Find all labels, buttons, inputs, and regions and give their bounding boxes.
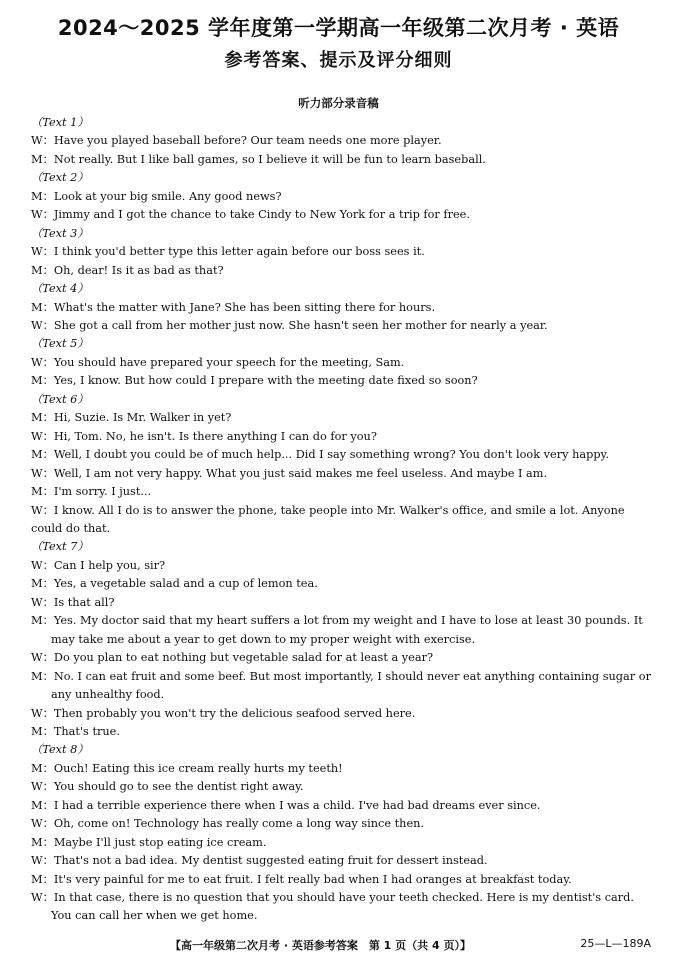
text-section-header: （Text 1） (31, 116, 89, 129)
dialogue-line: M：Look at your big smile. Any good news? (31, 189, 282, 203)
text-section-header: （Text 6） (31, 392, 89, 406)
dialogue-line: W：Have you played baseball before? Our team needs one more player. (31, 134, 442, 148)
page-title: 2024～2025 学年度第一学期高一年级第二次月考 · 英语 (57, 16, 620, 40)
dialogue-line: M：Ouch! Eating this ice cream really hurts my teeth! (31, 761, 343, 775)
dialogue-line: M：No. I can eat fruit and some beef. But most importantly, I should never eat anything containing sugar or any unhealthy food. (31, 669, 651, 702)
footer-page-info: 【高一年级第二次月考 · 英语参考答案 第 1 页（共 4 页）】 (170, 939, 471, 952)
dialogue-line: W：In that case, there is no question that you should have your teeth checked. Here is my dentist's card. You can call her when we get home. (31, 891, 634, 923)
text-section-header: （Text 4） (31, 282, 89, 296)
dialogue-line: W：Is that all? (31, 595, 115, 609)
dialogue-line: W：You should go to see the dentist right away. (31, 780, 304, 794)
dialogue-line: M：Not really. But I like ball games, so I believe it will be fun to learn baseball. (31, 152, 486, 166)
dialogue-line: W：Hi, Tom. No, he isn't. Is there anything I can do for you? (31, 429, 377, 443)
dialogue-line: M：It's very painful for me to eat fruit. I felt really bad when I had oranges at breakfast today. (31, 872, 572, 886)
dialogue-line: W：I know. All I do is to answer the phone, take people into Mr. Walker's office, and smile a lot. Anyone could do that. (31, 503, 625, 535)
text-section-header: （Text 2） (31, 171, 89, 185)
section-title: 听力部分录音稿 (298, 96, 379, 110)
dialogue-line: M：Yes, a vegetable salad and a cup of lemon tea. (31, 577, 318, 591)
text-section-header: （Text 7） (31, 540, 89, 554)
page-subtitle: 参考答案、提示及评分细则 (224, 50, 453, 71)
dialogue-line: W：Jimmy and I got the chance to take Cindy to New York for a trip for free. (31, 208, 470, 222)
dialogue-line: M：I'm sorry. I just... (31, 485, 152, 499)
dialogue-line: M：Maybe I'll just stop eating ice cream. (31, 835, 267, 849)
dialogue-line: W：Do you plan to eat nothing but vegetable salad for at least a year? (31, 651, 434, 665)
dialogue-line: M：Oh, dear! Is it as bad as that? (31, 263, 224, 277)
dialogue-line: M：What's the matter with Jane? She has been sitting there for hours. (31, 300, 436, 314)
text-section-header: （Text 3） (31, 226, 89, 240)
footer-code: 25—L—189A (580, 937, 651, 950)
dialogue-line: M：Yes. My doctor said that my heart suffers a lot from my weight and I have to lose at least 30 pounds. It may take me about a year to get down to my proper weight with exercise. (31, 614, 643, 646)
dialogue-line: W：That's not a bad idea. My dentist suggested eating fruit for dessert instead. (31, 854, 488, 868)
dialogue-line: M：Well, I doubt you could be of much help... Did I say something wrong? You don't look very happy. (31, 448, 610, 462)
dialogue-line: W：Then probably you won't try the delicious seafood served here. (31, 706, 416, 720)
text-section-header: （Text 8） (31, 743, 89, 757)
dialogue-line: M：I had a terrible experience there when I was a child. I've had bad dreams ever since. (31, 798, 541, 812)
dialogue-line: W：She got a call from her mother just now. She hasn't seen her mother for nearly a year. (31, 318, 548, 332)
dialogue-line: W：You should have prepared your speech for the meeting, Sam. (31, 355, 405, 369)
page-footer (0, 937, 677, 953)
dialogue-line: W：Well, I am not very happy. What you just said makes me feel useless. And maybe I am. (31, 466, 548, 480)
dialogue-line: M：Hi, Suzie. Is Mr. Walker in yet? (31, 411, 232, 425)
dialogue-line: W：Oh, come on! Technology has really come a long way since then. (31, 817, 425, 831)
dialogue-line: W：I think you'd better type this letter again before our boss sees it. (31, 245, 425, 259)
dialogue-line: M：Yes, I know. But how could I prepare with the meeting date fixed so soon? (31, 374, 478, 388)
dialogue-line: M：That's true. (31, 724, 120, 738)
text-section-header: （Text 5） (31, 337, 89, 351)
listening-transcript (31, 114, 653, 926)
dialogue-line: W：Can I help you, sir? (31, 558, 166, 572)
